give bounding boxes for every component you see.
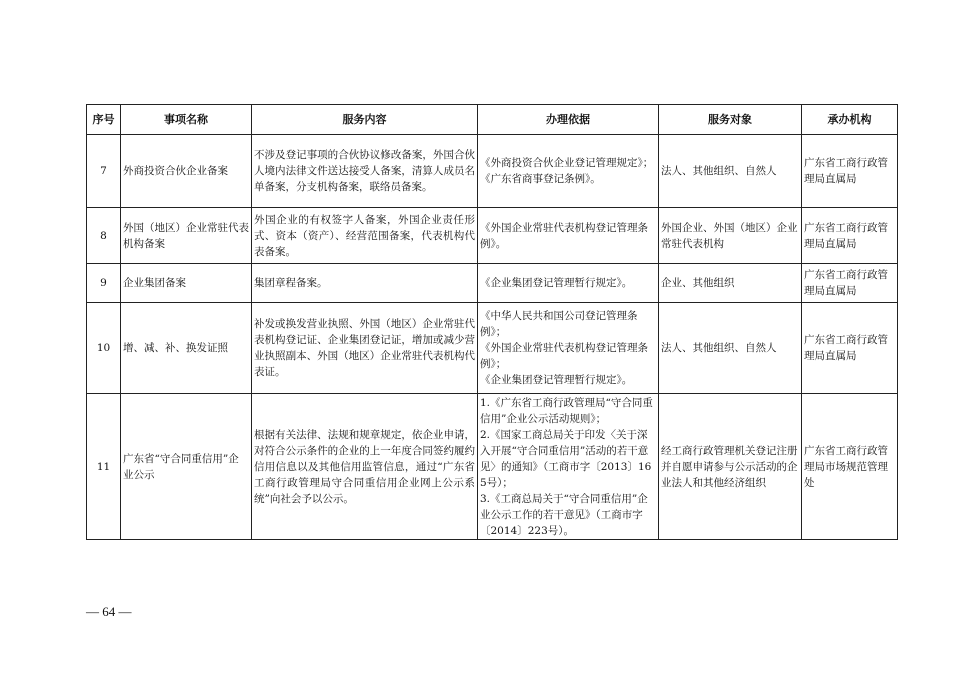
table-row [87, 303, 898, 394]
row-content: 集团章程备案。 [252, 264, 478, 303]
basis-item: 《中华人民共和国公司登记管理条例》； [480, 310, 638, 338]
table-row [87, 208, 898, 264]
row-basis [478, 394, 659, 540]
row-no: 7 [87, 135, 121, 208]
row-content: 补发或换发营业执照、外国（地区）企业常驻代表机构登记证、企业集团登记证，增加或减少营业执照副本、外国（地区）企业常驻代表机构代表证。 [252, 303, 478, 394]
row-target: 外国企业、外国（地区）企业常驻代表机构 [659, 208, 802, 264]
row-target: 法人、其他组织、自然人 [659, 303, 802, 394]
row-name: 增、减、补、换发证照 [121, 303, 252, 394]
header-basis: 办理依据 [478, 105, 659, 135]
header-target: 服务对象 [659, 105, 802, 135]
basis-item: 《外商投资合伙企业登记管理规定》； [480, 157, 654, 169]
row-target: 法人、其他组织、自然人 [659, 135, 802, 208]
table-row [87, 264, 898, 303]
basis-item: 《企业集团登记管理暂行规定》。 [480, 277, 633, 289]
row-no: 10 [87, 303, 121, 394]
header-org: 承办机构 [802, 105, 898, 135]
row-target: 经工商行政管理机关登记注册并自愿申请参与公示活动的企业法人和其他经济组织 [659, 394, 802, 540]
row-org: 广东省工商行政管理局直属局 [802, 208, 898, 264]
basis-item: 《广东省商事登记条例》。 [480, 173, 601, 185]
header-no: 序号 [87, 105, 121, 135]
row-name: 外国（地区）企业常驻代表机构备案 [121, 208, 252, 264]
row-no: 8 [87, 208, 121, 264]
row-target: 企业、其他组织 [659, 264, 802, 303]
row-no: 11 [87, 394, 121, 540]
row-org: 广东省工商行政管理局市场规范管理处 [802, 394, 898, 540]
row-org: 广东省工商行政管理局直属局 [802, 264, 898, 303]
basis-item: 《外国企业常驻代表机构登记管理条例》； [480, 342, 648, 370]
row-no: 9 [87, 264, 121, 303]
row-name: 企业集团备案 [121, 264, 252, 303]
row-basis [478, 135, 659, 208]
row-name: 外商投资合伙企业备案 [121, 135, 252, 208]
row-basis [478, 303, 659, 394]
header-name: 事项名称 [121, 105, 252, 135]
row-basis [478, 264, 659, 303]
basis-item: 《企业集团登记管理暂行规定》。 [480, 374, 633, 386]
basis-item: 《外国企业常驻代表机构登记管理条例》。 [480, 221, 648, 250]
header-content: 服务内容 [252, 105, 478, 135]
basis-item: 3.《工商总局关于“守合同重信用”企业公示工作的若干意见》（工商市字〔2014〕223号）。 [480, 492, 648, 537]
row-content: 不涉及登记事项的合伙协议修改备案，外国合伙人境内法律文件送达接受人备案，清算人成员名单备案，分支机构备案，联络员备案。 [252, 135, 478, 208]
table-header-row [87, 105, 898, 135]
table-row [87, 135, 898, 208]
row-org: 广东省工商行政管理局直属局 [802, 135, 898, 208]
row-org: 广东省工商行政管理局直属局 [802, 303, 898, 394]
row-name: 广东省“守合同重信用”企业公示 [121, 394, 252, 540]
page-number: — 64 — [86, 604, 132, 619]
service-table [86, 104, 898, 540]
row-content: 外国企业的有权签字人备案，外国企业责任形式、资本（资产）、经营范围备案，代表机构代表备案。 [252, 208, 478, 264]
basis-item: 2.《国家工商总局关于印发〈关于深入开展“守合同重信用”活动的若干意见〉的通知》（工商市字〔2013〕165号）； [480, 428, 652, 489]
basis-item: 1.《广东省工商行政管理局“守合同重信用”企业公示活动规则》； [480, 396, 653, 425]
row-content: 根据有关法律、法规和规章规定，依企业申请，对符合公示条件的企业的上一年度合同签约履约信用信息以及其他信用监管信息，通过“广东省工商行政管理局守合同重信用企业网上公示系统”向社会予以公示。 [252, 394, 478, 540]
table-row [87, 394, 898, 540]
row-basis [478, 208, 659, 264]
